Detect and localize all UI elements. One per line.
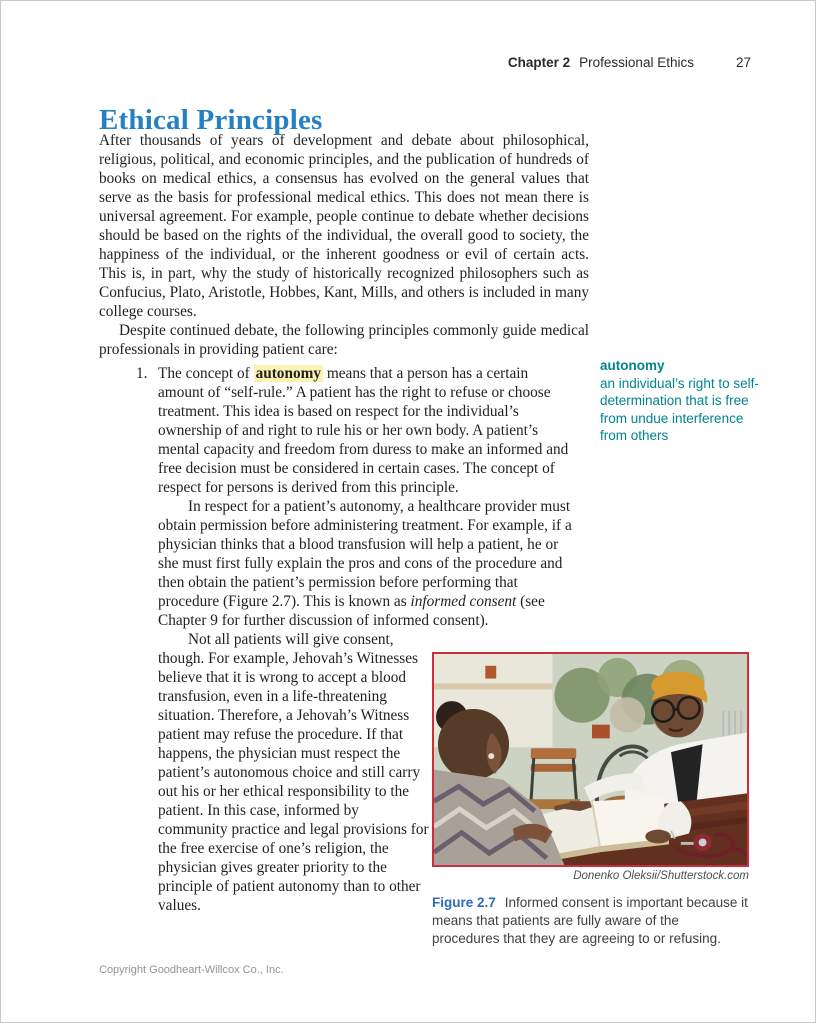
- copyright-footer: Copyright Goodheart-Willcox Co., Inc.: [99, 964, 284, 976]
- lead-in-paragraph: Despite continued debate, the following principles commonly guide medical professionals in providing patient care:: [99, 322, 589, 358]
- list-item-number: 1.: [136, 365, 148, 382]
- item-rest-text: means that a person has a certain amount of “self-rule.” A patient has the right to refuse or choose treatment. This idea is based on respect for the individual’s ownership of and right to rule his or her own body. A patient’s mental capacity and freedom from duress to make an informed and free decision must be considered in certain cases. The concept of respect for persons is derived from this principle.: [158, 365, 569, 496]
- informed-consent-paragraph: [158, 497, 572, 630]
- running-head: [508, 55, 751, 70]
- figure-label: Figure 2.7: [432, 895, 496, 910]
- consent-text-pre: In respect for a patient’s autonomy, a healthcare provider must obtain permission before administering treatment. For example, if a physician thinks that a blood transfusion will help a patient, he or she must first fully explain the pros and cons of the procedure and then obtain the patient’s permission before performing that procedure (Figure 2.7). This is known as: [158, 498, 572, 610]
- consent-text-post: (see Chapter 9 for further discussion of informed consent).: [158, 593, 545, 629]
- highlighted-key-term: autonomy: [255, 365, 322, 382]
- doctor-patient-photo-illustration: [434, 654, 747, 865]
- page-number: 27: [735, 55, 751, 70]
- figure-2-7: [432, 652, 749, 948]
- intro-paragraph: After thousands of years of development and debate about philosophical, religious, political, and economic principles, and the publication of hundreds of books on medical ethics, a consensus has evolved on the general values that serve as the basis for professional medical ethics. This does not mean there is universal agreement. For example, people continue to debate whether decisions should be based on the rights of the individual, the overall good to society, the happiness of the individual, or the inherent goodness or evil of certain acts. This is, in part, why the study of historically recognized philosophers such as Confucius, Plato, Aristotle, Hobbes, Kant, Mills, and others is included in many college courses.: [99, 132, 589, 320]
- figure-caption-text: Informed consent is important because it means that patients are fully aware of the procedures that they are agreeing to or refusing.: [432, 895, 748, 946]
- consent-refusal-paragraph: Not all patients will give consent, though. For example, Jehovah’s Witnesses believe that it is wrong to accept a blood transfusion, even in a life-threatening situation. Therefore, a Jehovah’s Witness patient may refuse the procedure. If that happens, the physician must respect the patient’s autonomous choice and still carry out his or her ethical responsibility to the patient. In this case, informed by community practice and legal provisions for the free exercise of one’s religion, the physician gives greater priority to the principle of patient autonomy than to other values.: [158, 631, 429, 914]
- item-intro-text: The concept of: [158, 365, 254, 382]
- chapter-title: Professional Ethics: [579, 55, 694, 70]
- margin-note-definition: an individual’s right to self-determination that is free from undue interference from others: [600, 375, 759, 443]
- margin-note-term: autonomy: [600, 358, 665, 373]
- chapter-label: Chapter 2: [507, 55, 571, 70]
- figure-caption: [432, 894, 749, 948]
- photo-credit: Donenko Oleksii/Shutterstock.com: [573, 870, 749, 882]
- figure-photo: [432, 652, 749, 867]
- page-title: Ethical Principles: [99, 104, 323, 137]
- informed-consent-italic-term: informed consent: [410, 593, 517, 610]
- autonomy-definition-paragraph: [158, 364, 572, 497]
- margin-definition-note: [600, 357, 760, 445]
